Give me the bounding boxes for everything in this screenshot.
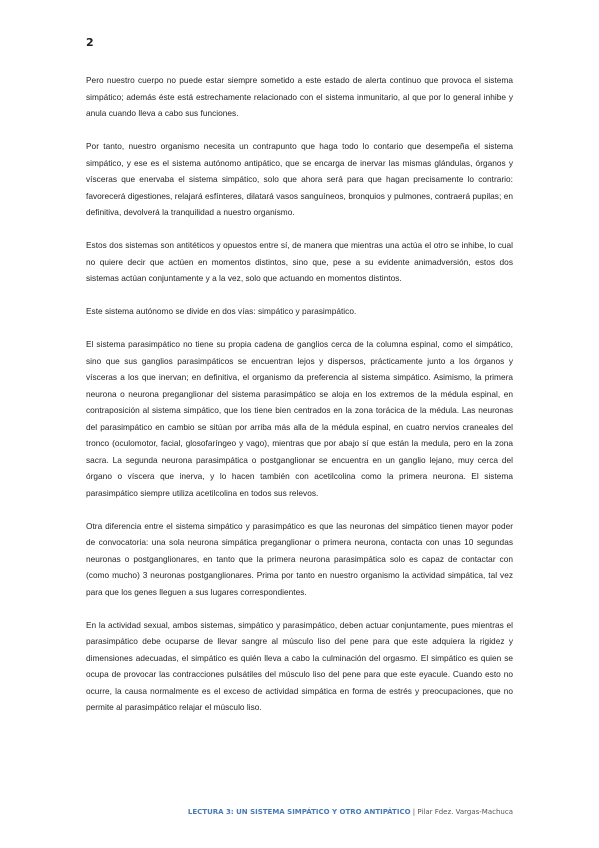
page-footer — [0, 808, 513, 816]
paragraph: En la actividad sexual, ambos sistemas, simpático y parasimpático, deben actuar conjuntamente, pues mientras el parasimpático debe ocuparse de llevar sangre al músculo liso del pene para que este adquiera la rigidez y dimensiones adecuadas, el simpático es quién lleva a cabo la culminación del orgasmo. El simpático es quien se ocupa de provocar las contracciones pulsátiles del músculo liso del pene para que este eyacule. Cuando esto no ocurre, la causa normalmente es el exceso de actividad simpática en forma de estrés y preocupaciones, que no permite al parasimpático relajar el músculo liso. — [86, 619, 513, 712]
paragraph: Por tanto, nuestro organismo necesita un contrapunto que haga todo lo contario que desempeña el sistema simpático, y ese es el sistema autónomo antipático, que se encarga de inervar las mismas glándulas, órganos y vísceras que enervaba el sistema simpático, solo que ahora será para que hagan precisamente lo contrario: favorecerá digestiones, relajará esfínteres, dilatará vasos sanguíneos, bronquios y pulmones, contraerá pupilas; en definitiva, devolverá la tranquilidad a nuestro organismo. — [86, 141, 513, 217]
page-number: 2 — [86, 36, 94, 49]
paragraph: Estos dos sistemas son antitéticos y opuestos entre sí, de manera que mientras una actúa el otro se inhibe, lo cual no quiere decir que actúen en momentos distintos, sino que, pese a su evidente animadversión, estos dos sistemas actúan conjuntamente y a la vez, solo que actuando en momentos distintos. — [86, 240, 513, 283]
paragraph: El sistema parasimpático no tiene su propia cadena de ganglios cerca de la columna espinal, como el simpático, sino que sus ganglios parasimpáticos se encuentran lejos y dispersos, prácticamente junto a los órganos y vísceras a los que inervan; en definitiva, el organismo da preferencia al sistema simpático. Asimismo, la primera neurona o neurona preganglionar del sistema parasimpático se aloja en los extremos de la médula espinal, en contraposición al sistema simpático, que los tiene bien centrados en la zona torácica de la médula. Las neuronas del parasimpático en cambio se sitúan por arriba más alla de la médula espinal, en cuatro nervios craneales del tronco (oculomotor, facial, glosofaríngeo y vago), mientras que por abajo sí que están la medula, pero en la zona sacra. La segunda neurona parasimpática o postganglionar se encuentra en un ganglio lejano, muy cerca del órgano o víscera que inerva, y lo hacen también con acetilcolina como la primera neurona. El sistema parasimpático siempre utiliza acetilcolina en todos sus relevos. — [86, 339, 513, 498]
footer-title: LECTURA 3: UN SISTEMA SIMPÁTICO Y OTRO ANTIPÁTICO — [187, 808, 411, 816]
paragraph: Pero nuestro cuerpo no puede estar siempre sometido a este estado de alerta continuo que provoca el sistema simpático; además éste está estrechamente relacionado con el sistema inmunitario, al que por lo general inhibe y anula cuando lleva a cabo sus funciones. — [86, 75, 513, 118]
document-body — [86, 72, 513, 716]
footer-author: Pilar Fdez. Vargas-Machuca — [417, 808, 513, 816]
paragraph: Este sistema autónomo se divide en dos vías: simpático y parasimpático. — [86, 306, 357, 316]
paragraph: Otra diferencia entre el sistema simpático y parasimpático es que las neuronas del simpático tienen mayor poder de convocatoria: una sola neurona simpática preganglionar o primera neurona, contacta con unas 10 segundas neuronas o postganglionares, en tanto que la primera neurona parasimpática solo es capaz de contactar con (como mucho) 3 neuronas postganglionares. Prima por tanto en nuestro organismo la actividad simpática, tal vez para que los genes lleguen a sus lugares correspondientes. — [86, 520, 513, 597]
footer-separator: | — [412, 808, 416, 816]
